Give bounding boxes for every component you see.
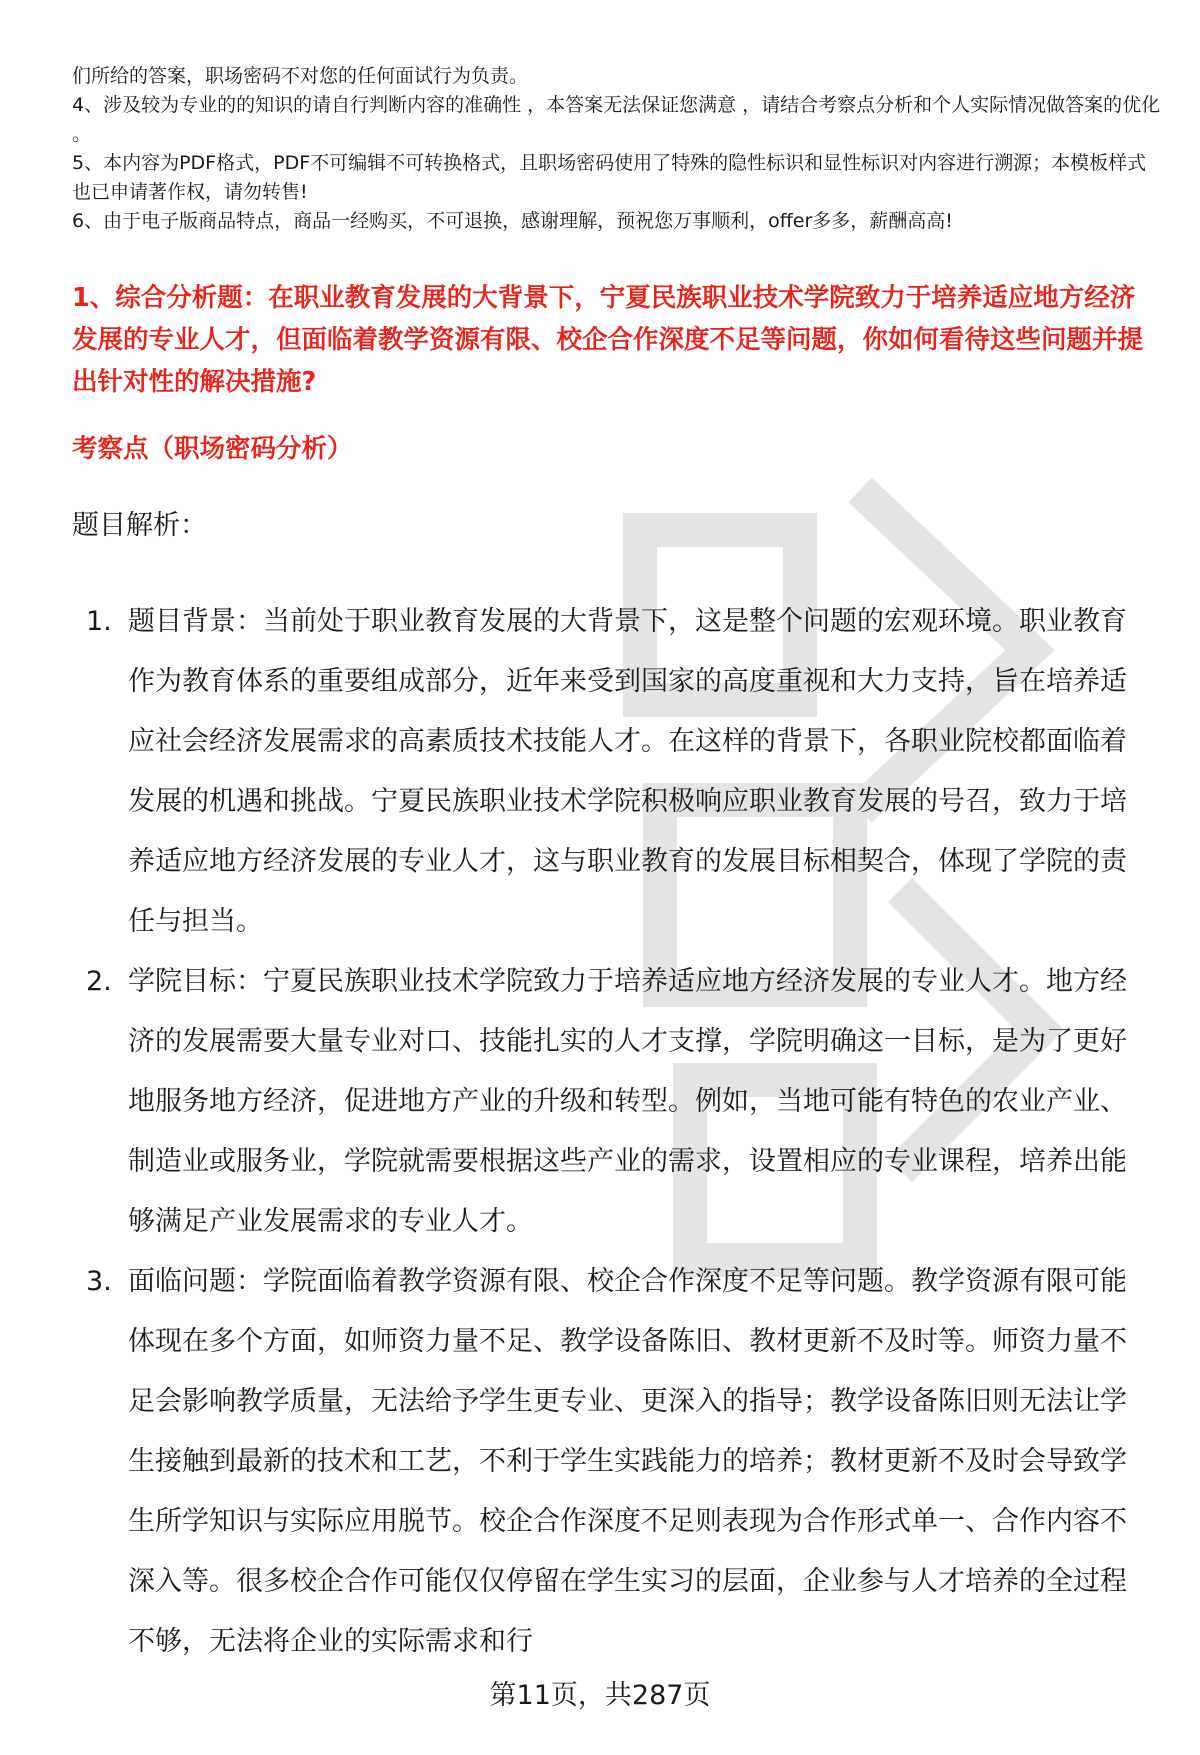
question-heading: 1、综合分析题：在职业教育发展的大背景下，宁夏民族职业技术学院致力于培养适应地方经济发展的专业人才，但面临着教学资源有限、校企合作深度不足等问题，你如何看待这些问题并提出针对性的解决措施? [72, 283, 1144, 397]
list-item-number: 1. [86, 606, 112, 637]
list-item-number: 2. [86, 966, 112, 997]
page-number-footer: 第11页，共287页 [489, 1680, 711, 1711]
list-item-text: 学院目标：宁夏民族职业技术学院致力于培养适应地方经济发展的专业人才。地方经济的发展需要大量专业对口、技能扎实的人才支撑，学院明确这一目标，是为了更好地服务地方经济，促进地方产业的升级和转型。例如，当地可能有特色的农业产业、制造业或服务业，学院就需要根据这些产业的需求，设置相应的专业课程，培养出能够满足产业发展需求的专业人才。 [128, 966, 1127, 1237]
list-item-number: 3. [86, 1266, 112, 1297]
list-item [72, 592, 1152, 952]
list-item-text: 题目背景：当前处于职业教育发展的大背景下，这是整个问题的宏观环境。职业教育作为教育体系的重要组成部分，近年来受到国家的高度重视和大力支持，旨在培养适应社会经济发展需求的高素质技术技能人才。在这样的背景下，各职业院校都面临着发展的机遇和挑战。宁夏民族职业技术学院积极响应职业教育发展的号召，致力于培养适应地方经济发展的专业人才，这与职业教育的发展目标相契合，体现了学院的责任与担当。 [128, 606, 1127, 937]
analysis-heading: 题目解析： [72, 510, 207, 541]
note-line: 们所给的答案，职场密码不对您的任何面试行为负责。 [72, 65, 529, 87]
disclaimer-notes [72, 62, 1162, 236]
note-line: 4、涉及较为专业的的知识的请自行判断内容的准确性 ，本答案无法保证您满意 ，请结合考察点分析和个人实际情况做答案的优化 。 [72, 94, 1161, 145]
list-item-text: 面临问题：学院面临着教学资源有限、校企合作深度不足等问题。教学资源有限可能体现在多个方面，如师资力量不足、教学设备陈旧、教材更新不及时等。师资力量不足会影响教学质量，无法给予学生更专业、更深入的指导；教学设备陈旧则无法让学生接触到最新的技术和工艺，不利于学生实践能力的培养；教材更新不及时会导致学生所学知识与实际应用脱节。校企合作深度不足则表现为合作形式单一、合作内容不深入等。很多校企合作可能仅仅停留在学生实习的层面，企业参与人才培养的全过程不够，无法将企业的实际需求和行 [128, 1266, 1127, 1657]
note-line: 6、由于电子版商品特点，商品一经购买，不可退换，感谢理解，预祝您万事顺利，offer多多，薪酬高高! [72, 210, 953, 232]
exam-point-heading: 考察点（职场密码分析） [72, 434, 353, 464]
list-item [72, 952, 1152, 1252]
list-item [72, 1252, 1152, 1672]
analysis-list [72, 592, 1152, 1672]
note-line: 5、本内容为PDF格式，PDF不可编辑不可转换格式，且职场密码使用了特殊的隐性标识和显性标识对内容进行溯源；本模板样式也已申请著作权，请勿转售! [72, 152, 1147, 203]
